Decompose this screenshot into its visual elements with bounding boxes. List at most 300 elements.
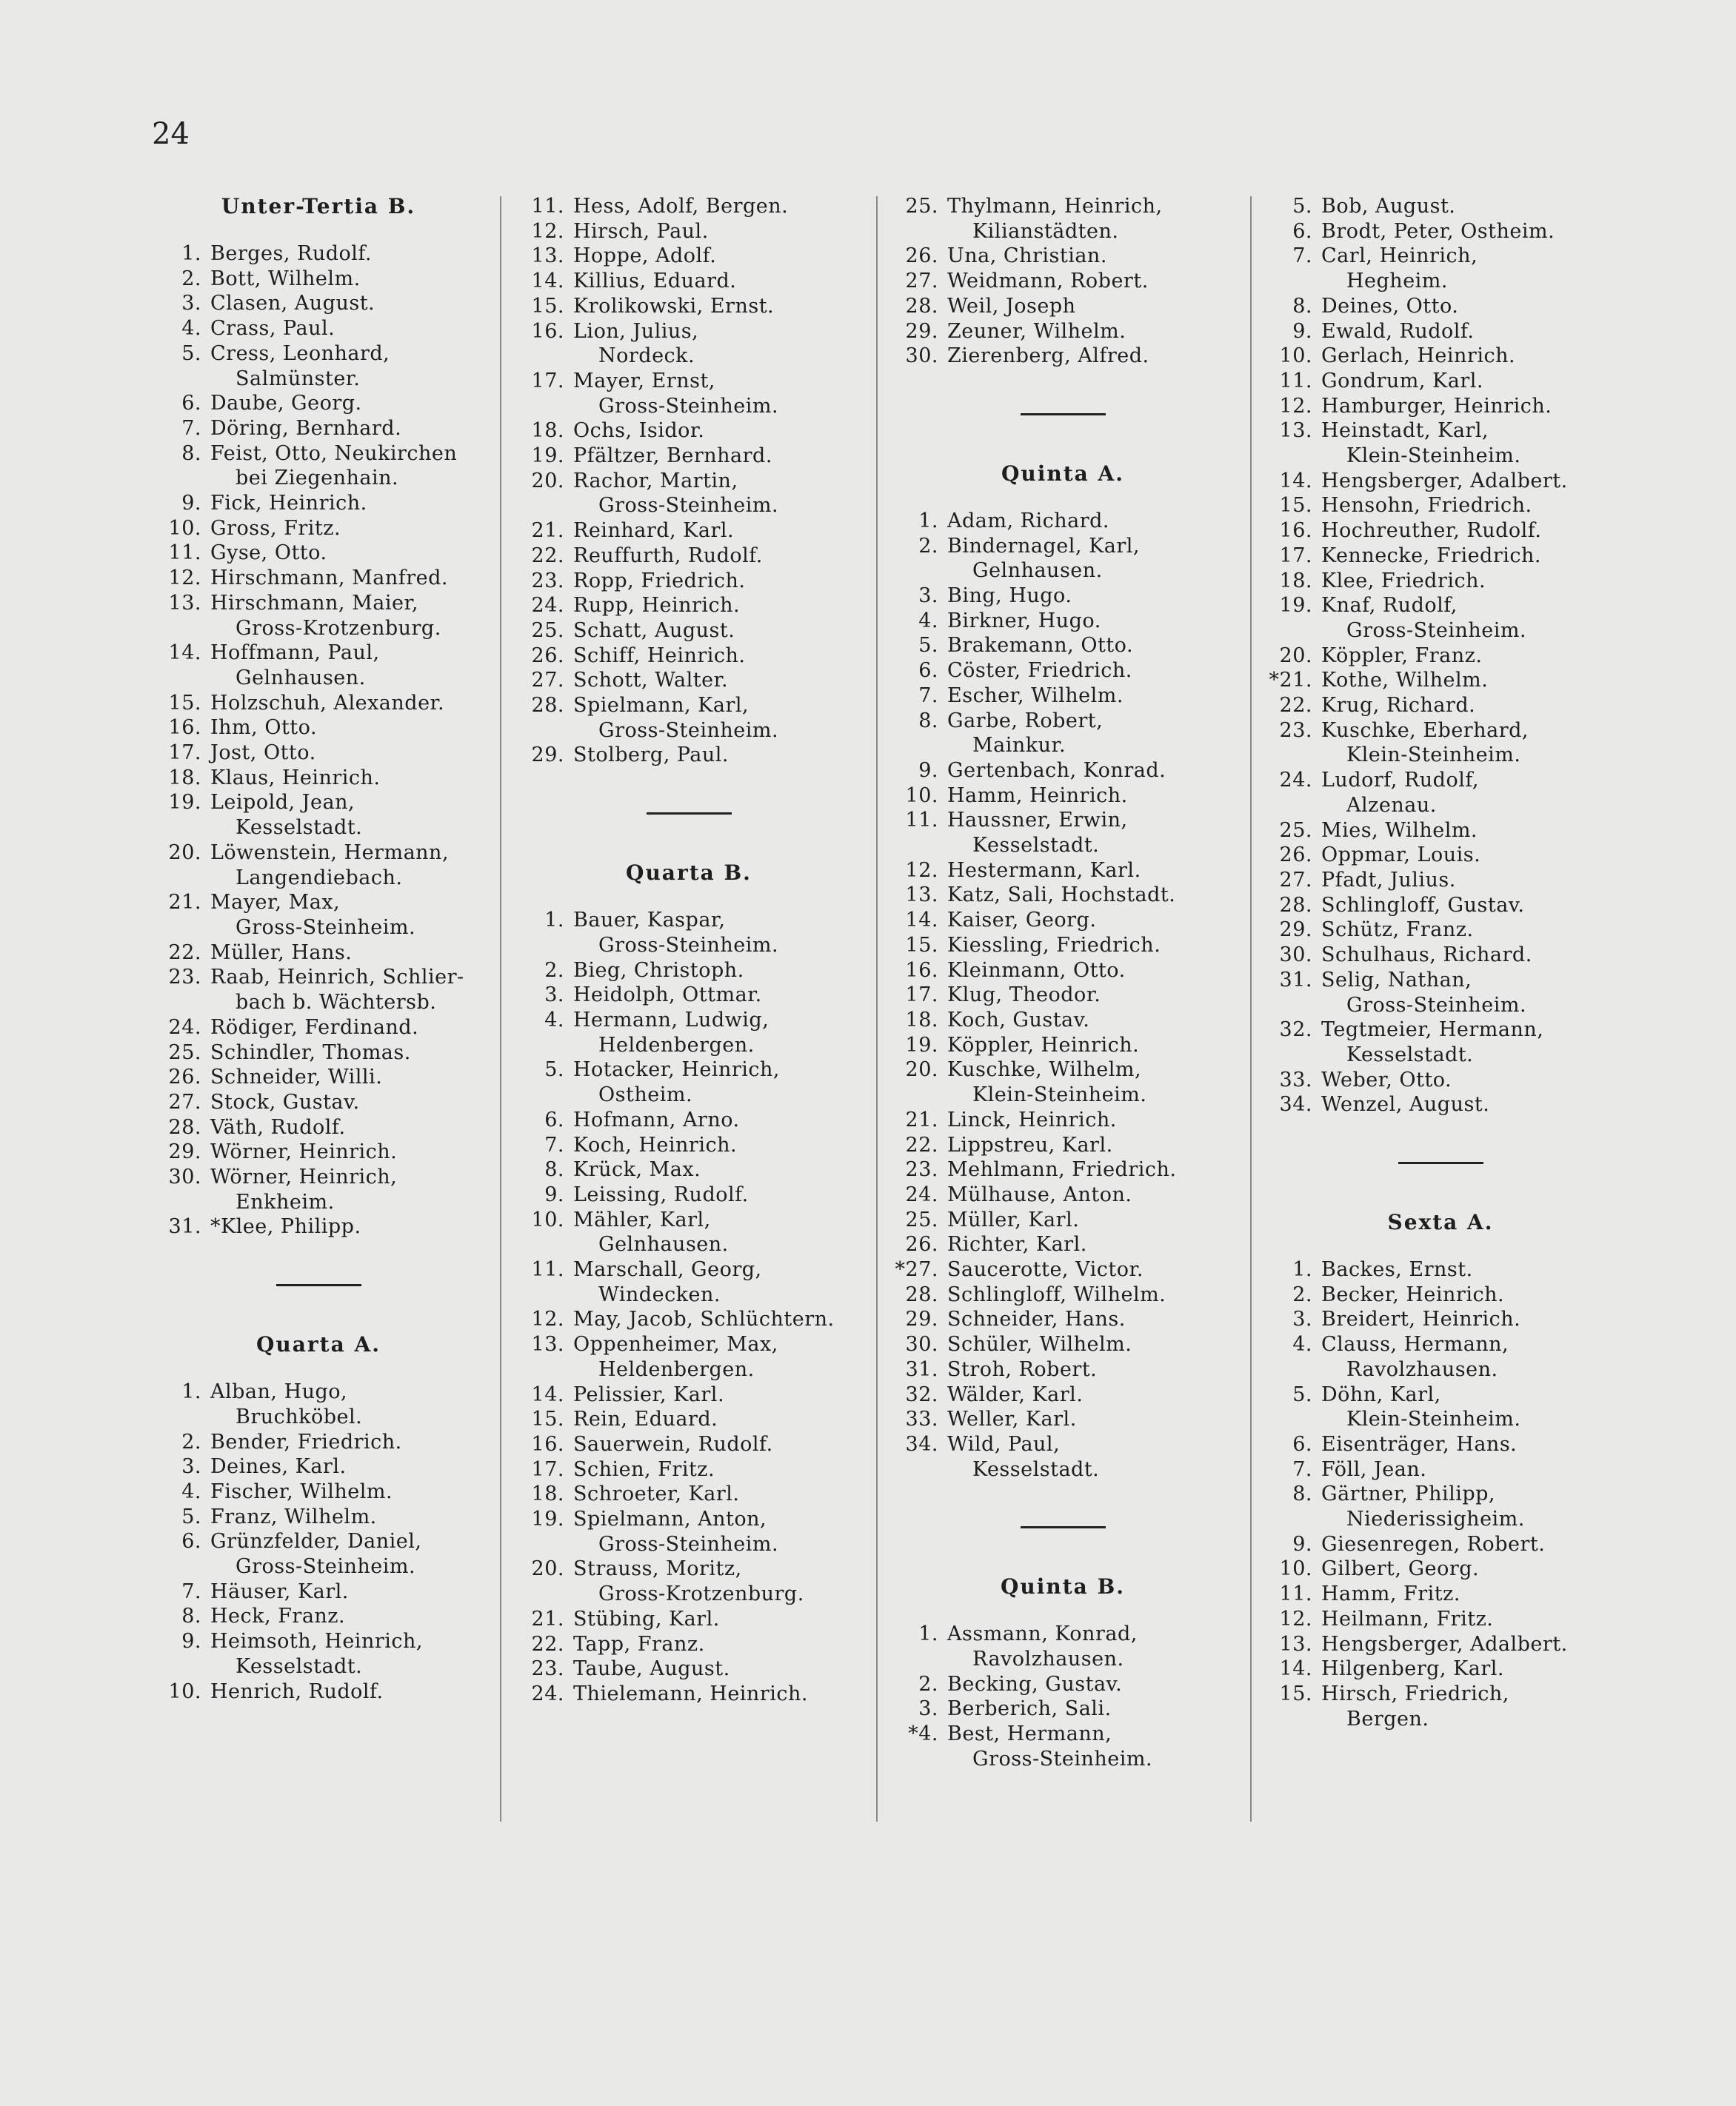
student-name: May, Jacob, Schlüchtern. bbox=[573, 1308, 835, 1331]
student-entry bbox=[518, 1183, 859, 1208]
student-name: Bob, August. bbox=[1321, 195, 1456, 218]
student-name: Hirschmann, Maier, bbox=[210, 591, 418, 615]
entry-number: 20. bbox=[531, 1557, 564, 1581]
entry-number: 33. bbox=[905, 1408, 938, 1431]
student-name: Best, Hermann, bbox=[947, 1722, 1112, 1746]
entry-text bbox=[947, 633, 1233, 658]
student-name: Schatt, August. bbox=[573, 618, 735, 642]
student-entry bbox=[1266, 1657, 1615, 1682]
entry-text bbox=[1321, 1532, 1615, 1557]
entry-number: 9. bbox=[544, 1183, 564, 1206]
entry-text bbox=[573, 958, 859, 983]
entry-number: 14. bbox=[531, 270, 564, 293]
student-entry bbox=[156, 940, 481, 966]
entry-text bbox=[210, 1629, 481, 1679]
entry-number: 12. bbox=[1279, 1607, 1312, 1631]
student-name: Breidert, Heinrich. bbox=[1321, 1308, 1521, 1331]
student-entry bbox=[1266, 893, 1615, 918]
student-name: Mehlmann, Friedrich. bbox=[947, 1158, 1177, 1182]
entry-number: 22. bbox=[905, 1133, 938, 1157]
student-name: Väth, Rudolf. bbox=[210, 1115, 346, 1139]
entry-number: 2. bbox=[918, 1672, 938, 1696]
student-entry bbox=[1266, 1257, 1615, 1283]
entry-text bbox=[573, 593, 859, 618]
entry-number: 24. bbox=[905, 1183, 938, 1206]
student-entry bbox=[156, 291, 481, 316]
student-name: Ewald, Rudolf. bbox=[1321, 319, 1475, 343]
entry-text bbox=[210, 566, 481, 591]
student-name: Hilgenberg, Karl. bbox=[1321, 1657, 1504, 1681]
entry-number: 27. bbox=[531, 669, 564, 692]
student-hometown: Gross-Krotzenburg. bbox=[598, 1582, 804, 1606]
student-entry bbox=[892, 1383, 1233, 1408]
entry-number: 34. bbox=[905, 1432, 938, 1456]
student-name: Hamm, Heinrich. bbox=[947, 783, 1128, 807]
entry-number: 6. bbox=[1292, 1432, 1312, 1456]
student-entry bbox=[518, 1157, 859, 1183]
student-name: Heilmann, Fritz. bbox=[1321, 1607, 1494, 1631]
student-name: Fick, Heinrich. bbox=[210, 492, 367, 515]
entry-text bbox=[573, 194, 859, 219]
student-entry bbox=[1266, 569, 1615, 594]
student-name: Weil, Joseph bbox=[947, 294, 1076, 318]
entry-text bbox=[947, 269, 1233, 294]
entry-number: 25. bbox=[905, 1208, 938, 1231]
entry-number: 1. bbox=[181, 242, 201, 265]
student-name: Fischer, Wilhelm. bbox=[210, 1480, 393, 1503]
student-name: Kleinmann, Otto. bbox=[947, 958, 1126, 982]
student-hometown: Gross-Steinheim. bbox=[598, 1532, 779, 1556]
student-entry bbox=[892, 269, 1233, 294]
student-name: Brodt, Peter, Ostheim. bbox=[1321, 219, 1555, 243]
student-name: Leissing, Rudolf. bbox=[573, 1183, 749, 1206]
entry-number: 12. bbox=[1279, 394, 1312, 418]
entry-number: 24. bbox=[531, 594, 564, 618]
student-name: Bing, Hugo. bbox=[947, 584, 1072, 608]
student-hometown: Gross-Steinheim. bbox=[598, 718, 779, 742]
student-entry bbox=[156, 1040, 481, 1066]
student-name: Gerlach, Heinrich. bbox=[1321, 344, 1516, 368]
entry-text bbox=[1321, 1257, 1615, 1283]
student-entry bbox=[518, 518, 859, 544]
column-2 bbox=[518, 194, 859, 1707]
entry-number: 15. bbox=[168, 691, 201, 715]
entry-text bbox=[210, 1529, 481, 1579]
entry-number: 22. bbox=[1279, 694, 1312, 718]
student-name: Deines, Otto. bbox=[1321, 294, 1459, 318]
student-name: Koch, Heinrich. bbox=[573, 1133, 738, 1157]
student-entry bbox=[1266, 917, 1615, 943]
student-name: Sauerwein, Rudolf. bbox=[573, 1432, 773, 1456]
student-entry bbox=[518, 469, 859, 518]
student-hometown: Gross-Steinheim. bbox=[598, 933, 779, 957]
student-entry bbox=[892, 783, 1233, 809]
entry-text bbox=[1321, 394, 1615, 419]
student-entry bbox=[1266, 469, 1615, 494]
entry-text bbox=[1321, 344, 1615, 369]
entry-text bbox=[947, 958, 1233, 983]
student-name: Stock, Gustav. bbox=[210, 1090, 360, 1114]
entry-number: 27. bbox=[905, 270, 938, 293]
student-entry bbox=[1266, 943, 1615, 968]
entry-text bbox=[573, 644, 859, 669]
student-entry bbox=[518, 1057, 859, 1107]
entry-number: 18. bbox=[168, 766, 201, 789]
student-name: Hirsch, Paul. bbox=[573, 219, 709, 243]
student-name: Pelissier, Karl. bbox=[573, 1383, 725, 1406]
student-entry bbox=[1266, 668, 1615, 693]
entry-number: 11. bbox=[905, 809, 938, 832]
entry-text bbox=[573, 1057, 859, 1107]
entry-text bbox=[947, 319, 1233, 344]
entry-text bbox=[947, 1432, 1233, 1482]
entry-number: 26. bbox=[1279, 843, 1312, 867]
entry-text bbox=[210, 1480, 481, 1505]
student-entry bbox=[156, 541, 481, 566]
student-hometown: Alzenau. bbox=[1346, 793, 1437, 817]
student-name: Clasen, August. bbox=[210, 292, 375, 315]
student-entry bbox=[156, 1015, 481, 1040]
student-name: Berberich, Sali. bbox=[947, 1697, 1112, 1721]
student-entry bbox=[1266, 1332, 1615, 1382]
student-hometown: bach b. Wächtersb. bbox=[236, 991, 437, 1014]
entry-number: 19. bbox=[531, 444, 564, 468]
entry-number: 18. bbox=[531, 1482, 564, 1506]
entry-text bbox=[210, 441, 481, 491]
student-name: Thielemann, Heinrich. bbox=[573, 1682, 808, 1705]
entry-number: 10. bbox=[1279, 1557, 1312, 1581]
entry-number: 18. bbox=[531, 419, 564, 443]
entry-text bbox=[1321, 968, 1615, 1017]
student-name: Stübing, Karl. bbox=[573, 1607, 720, 1631]
student-entry bbox=[892, 1722, 1233, 1771]
entry-number: 13. bbox=[531, 1333, 564, 1357]
student-name: Hotacker, Heinrich, bbox=[573, 1058, 780, 1082]
student-name: Rein, Eduard. bbox=[573, 1408, 718, 1431]
entry-number: 14. bbox=[1279, 469, 1312, 492]
student-name: Adam, Richard. bbox=[947, 509, 1109, 532]
student-entry bbox=[1266, 1682, 1615, 1731]
student-entry bbox=[156, 491, 481, 516]
entry-number: 5. bbox=[181, 341, 201, 365]
entry-number: 2. bbox=[918, 534, 938, 558]
student-entry bbox=[892, 509, 1233, 534]
student-entry bbox=[1266, 693, 1615, 718]
entry-text bbox=[1321, 219, 1615, 244]
entry-number: 7. bbox=[181, 1580, 201, 1603]
student-entry bbox=[892, 1057, 1233, 1107]
student-entry bbox=[1266, 369, 1615, 394]
entry-text bbox=[1321, 644, 1615, 669]
student-name: Mähler, Karl, bbox=[573, 1208, 711, 1231]
student-name: Gertenbach, Konrad. bbox=[947, 758, 1166, 782]
student-entry bbox=[892, 1257, 1233, 1283]
student-entry bbox=[892, 709, 1233, 758]
student-entry bbox=[892, 1008, 1233, 1033]
student-name: Giesenregen, Robert. bbox=[1321, 1532, 1546, 1556]
student-name: Becker, Heinrich. bbox=[1321, 1283, 1505, 1306]
entry-text bbox=[1321, 718, 1615, 768]
student-entry bbox=[518, 194, 859, 219]
entry-number: 20. bbox=[905, 1058, 938, 1082]
student-entry bbox=[518, 294, 859, 319]
student-name: Mayer, Max, bbox=[210, 891, 341, 915]
student-entry bbox=[156, 1380, 481, 1429]
entry-number: 6. bbox=[544, 1108, 564, 1131]
entry-number: 26. bbox=[531, 644, 564, 667]
student-name: Grünzfelder, Daniel, bbox=[210, 1530, 422, 1554]
student-entry bbox=[892, 1232, 1233, 1257]
student-name: Rupp, Heinrich. bbox=[573, 594, 741, 618]
entry-number: 23. bbox=[905, 1158, 938, 1182]
student-name: Schroeter, Karl. bbox=[573, 1482, 740, 1506]
student-hometown: Ravolzhausen. bbox=[1346, 1357, 1498, 1381]
entry-number: 23. bbox=[531, 569, 564, 592]
student-entry bbox=[1266, 768, 1615, 818]
entry-number: 24. bbox=[531, 1682, 564, 1705]
student-name: Stolberg, Paul. bbox=[573, 743, 730, 767]
entry-number: 3. bbox=[918, 1697, 938, 1721]
student-name: Hermann, Ludwig, bbox=[573, 1008, 769, 1032]
student-entry bbox=[518, 958, 859, 983]
entry-number: 16. bbox=[1279, 519, 1312, 543]
student-entry bbox=[1266, 718, 1615, 768]
student-name: Gilbert, Georg. bbox=[1321, 1557, 1480, 1581]
student-name: Gondrum, Karl. bbox=[1321, 369, 1483, 392]
student-entry bbox=[156, 566, 481, 591]
entry-text bbox=[1321, 319, 1615, 344]
entry-text bbox=[573, 618, 859, 644]
student-name: Alban, Hugo, bbox=[210, 1380, 348, 1404]
entry-text bbox=[947, 1157, 1233, 1183]
student-name: Ochs, Isidor. bbox=[573, 419, 705, 443]
entry-text bbox=[947, 1057, 1233, 1107]
student-hometown: Gross-Steinheim. bbox=[1346, 618, 1527, 642]
entry-text bbox=[210, 1454, 481, 1480]
column-rule bbox=[1250, 196, 1252, 1822]
entry-text bbox=[947, 1307, 1233, 1332]
section-divider bbox=[276, 1284, 361, 1286]
student-name: Wild, Paul, bbox=[947, 1432, 1061, 1456]
entry-text bbox=[573, 1157, 859, 1183]
entry-number: 6. bbox=[181, 392, 201, 415]
entry-number: 12. bbox=[531, 1308, 564, 1331]
entry-text bbox=[1321, 1632, 1615, 1657]
student-name: Richter, Karl. bbox=[947, 1233, 1087, 1257]
entry-text bbox=[947, 1696, 1233, 1722]
entry-text bbox=[573, 1557, 859, 1606]
entry-text bbox=[210, 316, 481, 341]
entry-text bbox=[947, 683, 1233, 709]
student-name: Hess, Adolf, Bergen. bbox=[573, 195, 789, 218]
entry-text bbox=[1321, 893, 1615, 918]
entry-number: 5. bbox=[1292, 195, 1312, 218]
student-entry bbox=[892, 633, 1233, 658]
student-name: Schlingloff, Gustav. bbox=[1321, 893, 1525, 917]
entry-number: 15. bbox=[1279, 1682, 1312, 1705]
student-entry bbox=[1266, 1582, 1615, 1607]
entry-text bbox=[210, 1505, 481, 1530]
student-name: Crass, Paul. bbox=[210, 317, 335, 341]
student-name: Hamburger, Heinrich. bbox=[1321, 394, 1552, 418]
student-name: Lion, Julius, bbox=[573, 319, 699, 343]
entry-text bbox=[210, 1015, 481, 1040]
student-name: Klee, Friedrich. bbox=[1321, 569, 1486, 592]
entry-text bbox=[947, 1257, 1233, 1283]
student-hometown: Gelnhausen. bbox=[236, 666, 366, 689]
student-hometown: Klein-Steinheim. bbox=[1346, 743, 1521, 767]
entry-number: 14. bbox=[531, 1383, 564, 1406]
entry-number: 29. bbox=[905, 319, 938, 343]
student-entry bbox=[892, 1033, 1233, 1058]
student-name: Daube, Georg. bbox=[210, 392, 362, 415]
student-name: Köppler, Franz. bbox=[1321, 644, 1483, 667]
student-name: Linck, Heinrich. bbox=[947, 1108, 1117, 1131]
entry-text bbox=[947, 783, 1233, 809]
entry-text bbox=[210, 1580, 481, 1605]
student-entry bbox=[156, 1679, 481, 1705]
entry-number: 34. bbox=[1279, 1093, 1312, 1117]
entry-text bbox=[1321, 668, 1615, 693]
entry-text bbox=[573, 244, 859, 269]
entry-text bbox=[1321, 244, 1615, 293]
entry-text bbox=[947, 294, 1233, 319]
entry-number: 11. bbox=[1279, 369, 1312, 392]
entry-number: 9. bbox=[918, 758, 938, 782]
column-3 bbox=[892, 194, 1233, 1772]
student-entry bbox=[156, 341, 481, 391]
entry-text bbox=[947, 1722, 1233, 1771]
entry-number: 5. bbox=[918, 634, 938, 658]
student-entry bbox=[518, 1482, 859, 1507]
entry-number: 6. bbox=[1292, 219, 1312, 243]
student-hometown: Heldenbergen. bbox=[598, 1033, 755, 1057]
student-entry bbox=[156, 267, 481, 292]
student-name: Cress, Leonhard, bbox=[210, 341, 390, 365]
student-name: Koch, Gustav. bbox=[947, 1008, 1090, 1032]
entry-number: 10. bbox=[168, 1679, 201, 1703]
student-entry bbox=[892, 344, 1233, 369]
entry-text bbox=[573, 1257, 859, 1307]
entry-number: 2. bbox=[181, 1430, 201, 1454]
student-hometown: Gross-Steinheim. bbox=[236, 1555, 416, 1579]
entry-text bbox=[947, 758, 1233, 783]
entry-number: 5. bbox=[181, 1505, 201, 1528]
entry-text bbox=[573, 544, 859, 569]
student-entry bbox=[518, 219, 859, 244]
entry-number: 9. bbox=[181, 1630, 201, 1654]
entry-text bbox=[210, 1214, 481, 1240]
student-entry bbox=[518, 1008, 859, 1057]
student-entry bbox=[1266, 868, 1615, 893]
entry-text bbox=[210, 1065, 481, 1090]
entry-number: 33. bbox=[1279, 1068, 1312, 1092]
student-name: Kiessling, Friedrich. bbox=[947, 933, 1161, 957]
student-entry bbox=[1266, 244, 1615, 293]
entry-text bbox=[947, 344, 1233, 369]
student-hometown: Kesselstadt. bbox=[236, 1654, 363, 1678]
entry-text bbox=[210, 1115, 481, 1140]
entry-text bbox=[210, 267, 481, 292]
entry-text bbox=[210, 1604, 481, 1629]
entry-number: 3. bbox=[181, 1455, 201, 1479]
entry-number: 9. bbox=[181, 492, 201, 515]
entry-number: 2. bbox=[181, 267, 201, 290]
student-hometown: Mainkur. bbox=[972, 734, 1066, 758]
entry-text bbox=[210, 840, 481, 890]
entry-text bbox=[210, 1380, 481, 1429]
entry-number: 1. bbox=[918, 509, 938, 532]
entry-text bbox=[210, 790, 481, 840]
student-name: Hengsberger, Adalbert. bbox=[1321, 469, 1568, 492]
entry-number: 29. bbox=[1279, 918, 1312, 942]
entry-number: 19. bbox=[905, 1033, 938, 1057]
entry-number: 26. bbox=[905, 244, 938, 268]
student-name: Müller, Hans. bbox=[210, 940, 353, 964]
entry-text bbox=[573, 1657, 859, 1682]
student-entry bbox=[518, 1557, 859, 1606]
entry-text bbox=[573, 219, 859, 244]
entry-text bbox=[947, 709, 1233, 758]
student-name: Pfadt, Julius. bbox=[1321, 868, 1456, 892]
student-entry bbox=[518, 244, 859, 269]
student-entry bbox=[892, 933, 1233, 958]
entry-text bbox=[947, 1332, 1233, 1357]
student-entry bbox=[1266, 344, 1615, 369]
entry-number: 17. bbox=[531, 369, 564, 392]
student-entry bbox=[1266, 1383, 1615, 1432]
entry-text bbox=[947, 808, 1233, 858]
student-name: Reinhard, Karl. bbox=[573, 519, 735, 543]
entry-number: 28. bbox=[905, 1283, 938, 1306]
entry-number: 1. bbox=[181, 1380, 201, 1404]
column-rule bbox=[876, 196, 878, 1822]
entry-number: 25. bbox=[905, 195, 938, 218]
entry-text bbox=[573, 569, 859, 594]
student-entry bbox=[892, 1108, 1233, 1133]
student-name: Hirsch, Friedrich, bbox=[1321, 1682, 1509, 1705]
entry-text bbox=[210, 890, 481, 940]
entry-number: 24. bbox=[1279, 769, 1312, 792]
student-name: Hirschmann, Manfred. bbox=[210, 566, 448, 590]
entry-number: 13. bbox=[1279, 419, 1312, 443]
student-name: Eisenträger, Hans. bbox=[1321, 1432, 1518, 1456]
page-number: 24 bbox=[152, 117, 190, 151]
entry-number: 8. bbox=[181, 1605, 201, 1628]
entry-text bbox=[210, 965, 481, 1014]
entry-text bbox=[573, 1607, 859, 1632]
entry-number: 15. bbox=[531, 1408, 564, 1431]
student-hometown: Nordeck. bbox=[598, 344, 695, 368]
entry-text bbox=[573, 518, 859, 544]
entry-number: 12. bbox=[905, 858, 938, 882]
student-entry bbox=[1266, 1307, 1615, 1332]
entry-text bbox=[1321, 1657, 1615, 1682]
entry-number: 1. bbox=[1292, 1258, 1312, 1282]
student-entry bbox=[156, 1115, 481, 1140]
student-entry bbox=[156, 316, 481, 341]
student-name: Rachor, Martin, bbox=[573, 469, 738, 492]
entry-text bbox=[947, 584, 1233, 609]
entry-text bbox=[573, 269, 859, 294]
entry-number: 17. bbox=[168, 741, 201, 765]
student-name: Pfältzer, Bernhard. bbox=[573, 444, 772, 468]
student-name: Krug, Richard. bbox=[1321, 694, 1476, 718]
student-entry bbox=[518, 983, 859, 1008]
student-entry bbox=[156, 840, 481, 890]
student-entry bbox=[156, 641, 481, 690]
student-hometown: Kesselstadt. bbox=[1346, 1043, 1474, 1066]
